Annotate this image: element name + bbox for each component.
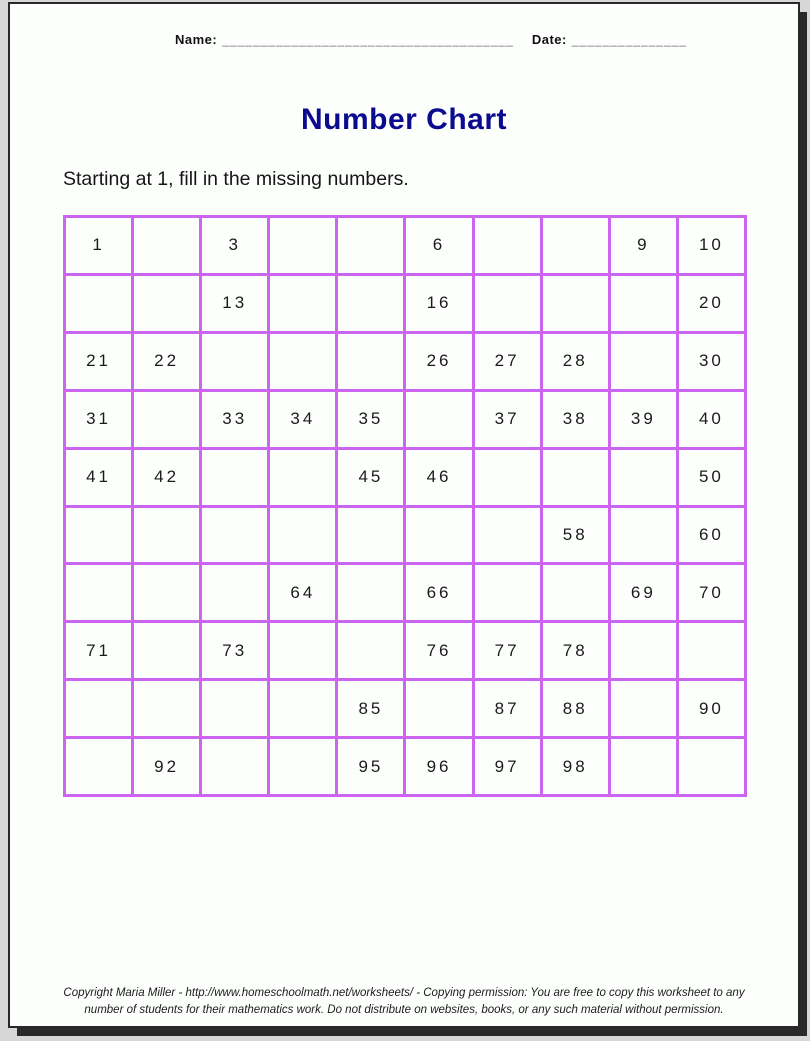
date-fill-line[interactable]: _______________ <box>571 33 687 47</box>
grid-cell-filled: 88 <box>543 681 608 736</box>
grid-cell-blank[interactable] <box>475 565 540 620</box>
grid-cell-blank[interactable] <box>270 681 335 736</box>
grid-cell-blank[interactable] <box>611 739 676 794</box>
grid-cell-filled: 20 <box>679 276 744 331</box>
grid-cell-blank[interactable] <box>270 334 335 389</box>
grid-cell-blank[interactable] <box>134 565 199 620</box>
grid-cell-blank[interactable] <box>338 218 403 273</box>
grid-cell-filled: 95 <box>338 739 403 794</box>
grid-cell-filled: 66 <box>406 565 471 620</box>
grid-cell-blank[interactable] <box>202 681 267 736</box>
grid-cell-blank[interactable] <box>270 450 335 505</box>
grid-cell-blank[interactable] <box>66 508 131 563</box>
grid-cell-filled: 98 <box>543 739 608 794</box>
number-grid <box>63 215 747 797</box>
grid-cell-blank[interactable] <box>611 623 676 678</box>
grid-cell-blank[interactable] <box>134 218 199 273</box>
grid-cell-filled: 50 <box>679 450 744 505</box>
grid-cell-blank[interactable] <box>406 681 471 736</box>
grid-cell-blank[interactable] <box>134 623 199 678</box>
copyright-line-2: number of students for their mathematics work. Do not distribute on websites, books, or any such material without permission. <box>84 1004 724 1016</box>
grid-cell-blank[interactable] <box>475 508 540 563</box>
grid-cell-filled: 46 <box>406 450 471 505</box>
grid-cell-blank[interactable] <box>338 508 403 563</box>
grid-cell-filled: 85 <box>338 681 403 736</box>
grid-cell-filled: 97 <box>475 739 540 794</box>
name-label: Name: <box>175 32 218 47</box>
grid-cell-filled: 34 <box>270 392 335 447</box>
grid-cell-blank[interactable] <box>406 508 471 563</box>
grid-cell-filled: 26 <box>406 334 471 389</box>
grid-cell-filled: 6 <box>406 218 471 273</box>
grid-cell-filled: 22 <box>134 334 199 389</box>
grid-cell-filled: 27 <box>475 334 540 389</box>
grid-cell-filled: 92 <box>134 739 199 794</box>
grid-cell-filled: 37 <box>475 392 540 447</box>
grid-cell-blank[interactable] <box>202 739 267 794</box>
grid-cell-filled: 71 <box>66 623 131 678</box>
grid-cell-blank[interactable] <box>202 508 267 563</box>
name-fill-line[interactable]: ______________________________________ <box>222 33 514 47</box>
grid-cell-blank[interactable] <box>611 450 676 505</box>
grid-cell-filled: 78 <box>543 623 608 678</box>
grid-cell-filled: 30 <box>679 334 744 389</box>
grid-cell-blank[interactable] <box>611 508 676 563</box>
grid-cell-filled: 39 <box>611 392 676 447</box>
grid-cell-filled: 45 <box>338 450 403 505</box>
grid-cell-blank[interactable] <box>543 218 608 273</box>
grid-cell-filled: 9 <box>611 218 676 273</box>
grid-cell-blank[interactable] <box>406 392 471 447</box>
grid-cell-filled: 31 <box>66 392 131 447</box>
grid-cell-filled: 35 <box>338 392 403 447</box>
grid-cell-filled: 10 <box>679 218 744 273</box>
grid-cell-filled: 76 <box>406 623 471 678</box>
grid-cell-blank[interactable] <box>134 508 199 563</box>
grid-cell-blank[interactable] <box>66 276 131 331</box>
grid-cell-filled: 3 <box>202 218 267 273</box>
grid-cell-blank[interactable] <box>270 508 335 563</box>
grid-cell-filled: 70 <box>679 565 744 620</box>
grid-cell-blank[interactable] <box>134 392 199 447</box>
copyright-footer <box>10 985 798 1019</box>
grid-cell-filled: 13 <box>202 276 267 331</box>
grid-cell-blank[interactable] <box>679 623 744 678</box>
grid-cell-blank[interactable] <box>338 276 403 331</box>
grid-cell-blank[interactable] <box>611 334 676 389</box>
worksheet-page <box>8 2 800 1028</box>
grid-cell-blank[interactable] <box>66 739 131 794</box>
grid-cell-blank[interactable] <box>475 450 540 505</box>
date-group <box>532 32 687 47</box>
grid-cell-filled: 96 <box>406 739 471 794</box>
instruction-text: Starting at 1, fill in the missing numbers. <box>63 168 409 190</box>
grid-cell-blank[interactable] <box>270 623 335 678</box>
grid-cell-filled: 41 <box>66 450 131 505</box>
grid-cell-filled: 16 <box>406 276 471 331</box>
grid-cell-filled: 58 <box>543 508 608 563</box>
grid-cell-blank[interactable] <box>270 218 335 273</box>
grid-cell-filled: 87 <box>475 681 540 736</box>
grid-cell-blank[interactable] <box>134 276 199 331</box>
grid-cell-blank[interactable] <box>202 565 267 620</box>
grid-cell-filled: 60 <box>679 508 744 563</box>
grid-cell-blank[interactable] <box>202 334 267 389</box>
grid-cell-filled: 40 <box>679 392 744 447</box>
grid-cell-filled: 73 <box>202 623 267 678</box>
grid-cell-blank[interactable] <box>338 334 403 389</box>
page-title: Number Chart <box>300 103 508 136</box>
grid-cell-filled: 77 <box>475 623 540 678</box>
grid-cell-filled: 38 <box>543 392 608 447</box>
grid-cell-blank[interactable] <box>543 565 608 620</box>
grid-cell-filled: 1 <box>66 218 131 273</box>
grid-cell-blank[interactable] <box>270 739 335 794</box>
grid-cell-blank[interactable] <box>66 681 131 736</box>
grid-cell-blank[interactable] <box>611 681 676 736</box>
grid-cell-blank[interactable] <box>270 276 335 331</box>
grid-cell-blank[interactable] <box>543 276 608 331</box>
grid-cell-filled: 42 <box>134 450 199 505</box>
grid-cell-blank[interactable] <box>202 450 267 505</box>
grid-cell-filled: 90 <box>679 681 744 736</box>
grid-cell-blank[interactable] <box>475 218 540 273</box>
grid-cell-filled: 33 <box>202 392 267 447</box>
grid-cell-blank[interactable] <box>611 276 676 331</box>
grid-cell-blank[interactable] <box>475 276 540 331</box>
grid-cell-filled: 21 <box>66 334 131 389</box>
date-label: Date: <box>531 32 567 47</box>
grid-cell-filled: 69 <box>611 565 676 620</box>
grid-cell-blank[interactable] <box>543 450 608 505</box>
grid-cell-blank[interactable] <box>66 565 131 620</box>
copyright-line-1: Copyright Maria Miller - http://www.homeschoolmath.net/worksheets/ - Copying permission: You are free to copy this worksheet to any <box>63 987 745 999</box>
grid-cell-blank[interactable] <box>679 739 744 794</box>
grid-cell-blank[interactable] <box>338 623 403 678</box>
grid-cell-blank[interactable] <box>134 681 199 736</box>
grid-cell-filled: 28 <box>543 334 608 389</box>
header-row <box>175 32 735 47</box>
grid-cell-filled: 64 <box>270 565 335 620</box>
grid-cell-blank[interactable] <box>338 565 403 620</box>
